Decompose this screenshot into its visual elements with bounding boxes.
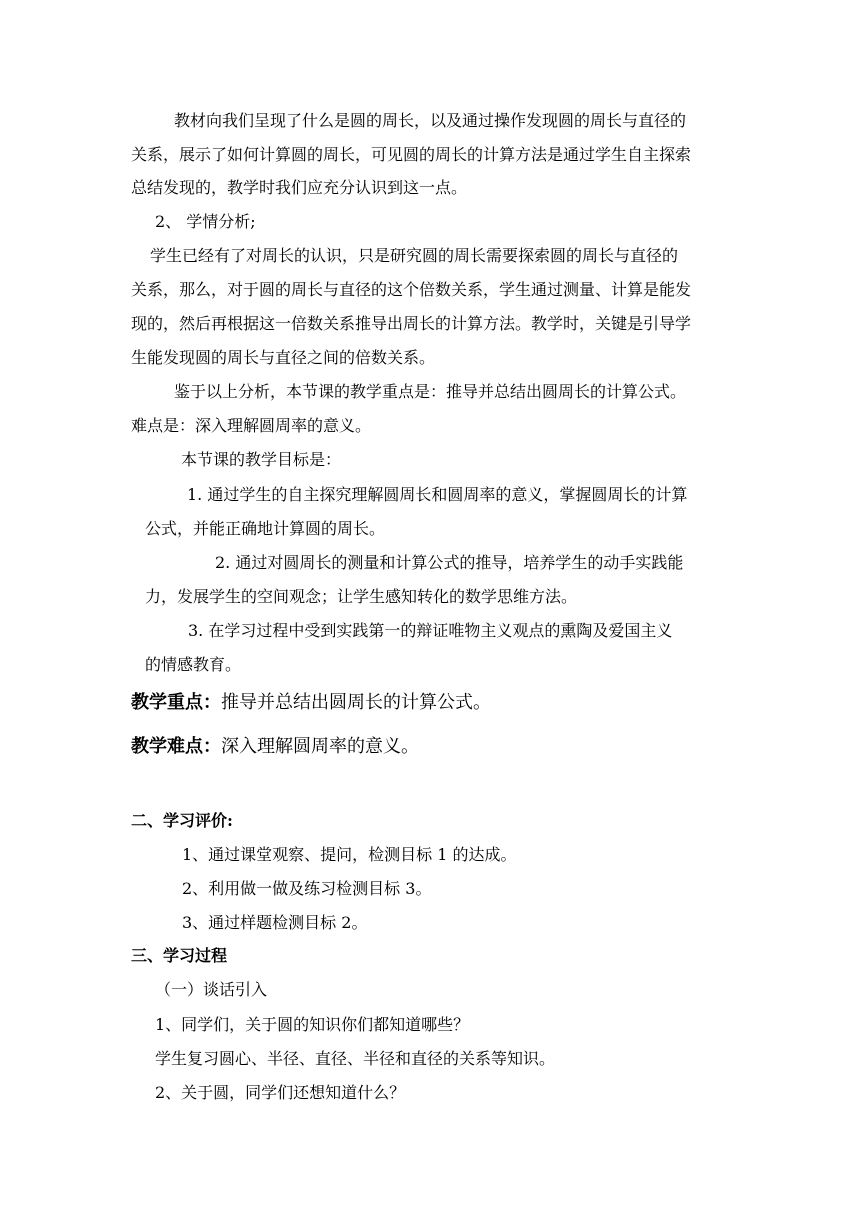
- analysis-line-3: 现的，然后再根据这一倍数关系推导出周长的计算方法。教学时，关键是引导学: [131, 314, 692, 333]
- process-subheading-intro: （一）谈话引入: [155, 980, 268, 999]
- goal-2-line-2: 力，发展学生的空间观念；让学生感知转化的数学思维方法。: [145, 587, 578, 606]
- analysis-line-4: 生能发现圆的周长与直径之间的倍数关系。: [131, 348, 436, 367]
- difficulty-text: 深入理解圆周率的意义。: [221, 736, 419, 757]
- goal-3-line-1: 3. 在学习过程中受到实践第一的辩证唯物主义观点的熏陶及爱国主义: [188, 621, 673, 640]
- intro-line-2: 关系，展示了如何计算圆的周长，可见圆的周长的计算方法是通过学生自主探索: [131, 145, 692, 164]
- goal-1-line-1: 1. 通过学生的自主探究理解圆周长和圆周率的意义，掌握圆周长的计算: [187, 485, 688, 504]
- key-point-line: [131, 691, 491, 715]
- key-point-text: 推导并总结出圆周长的计算公式。: [221, 692, 491, 713]
- evaluation-heading: 二、学习评价:: [131, 811, 233, 830]
- goal-2-line-1: 2. 通过对圆周长的测量和计算公式的推导，培养学生的动手实践能: [215, 553, 684, 572]
- intro-line-1: 教材向我们呈现了什么是圆的周长，以及通过操作发现圆的周长与直径的: [174, 111, 687, 130]
- process-heading: 三、学习过程: [131, 946, 228, 965]
- focus-line-2: 难点是：深入理解圆周率的意义。: [131, 416, 372, 435]
- goal-1-line-2: 公式，并能正确地计算圆的周长。: [145, 519, 386, 538]
- goal-3-line-2: 的情感教育。: [145, 655, 242, 674]
- analysis-line-2: 关系，那么，对于圆的周长与直径的这个倍数关系，学生通过测量、计算是能发: [131, 280, 692, 299]
- evaluation-item-1: 1、通过课堂观察、提问，检测目标 1 的达成。: [182, 845, 517, 864]
- process-answer-1: 学生复习圆心、半径、直径、半径和直径的关系等知识。: [155, 1049, 556, 1068]
- process-question-1: 1、同学们，关于圆的知识你们都知道哪些？: [155, 1015, 470, 1034]
- focus-line-1: 鉴于以上分析，本节课的教学重点是：推导并总结出圆周长的计算公式。: [174, 382, 687, 401]
- goals-intro: 本节课的教学目标是：: [181, 450, 342, 469]
- evaluation-item-3: 3、通过样题检测目标 2。: [182, 913, 368, 932]
- analysis-line-1: 学生已经有了对周长的认识，只是研究圆的周长需要探索圆的周长与直径的: [150, 246, 679, 265]
- section-heading-learner-analysis: 2、 学情分析;: [155, 212, 256, 231]
- key-point-label: 教学重点：: [131, 692, 221, 713]
- evaluation-item-2: 2、利用做一做及练习检测目标 3。: [182, 879, 432, 898]
- process-question-2: 2、关于圆，同学们还想知道什么？: [155, 1083, 406, 1102]
- difficulty-label: 教学难点：: [131, 736, 221, 757]
- difficulty-line: [131, 735, 419, 759]
- intro-line-3: 总结发现的，教学时我们应充分认识到这一点。: [131, 178, 468, 197]
